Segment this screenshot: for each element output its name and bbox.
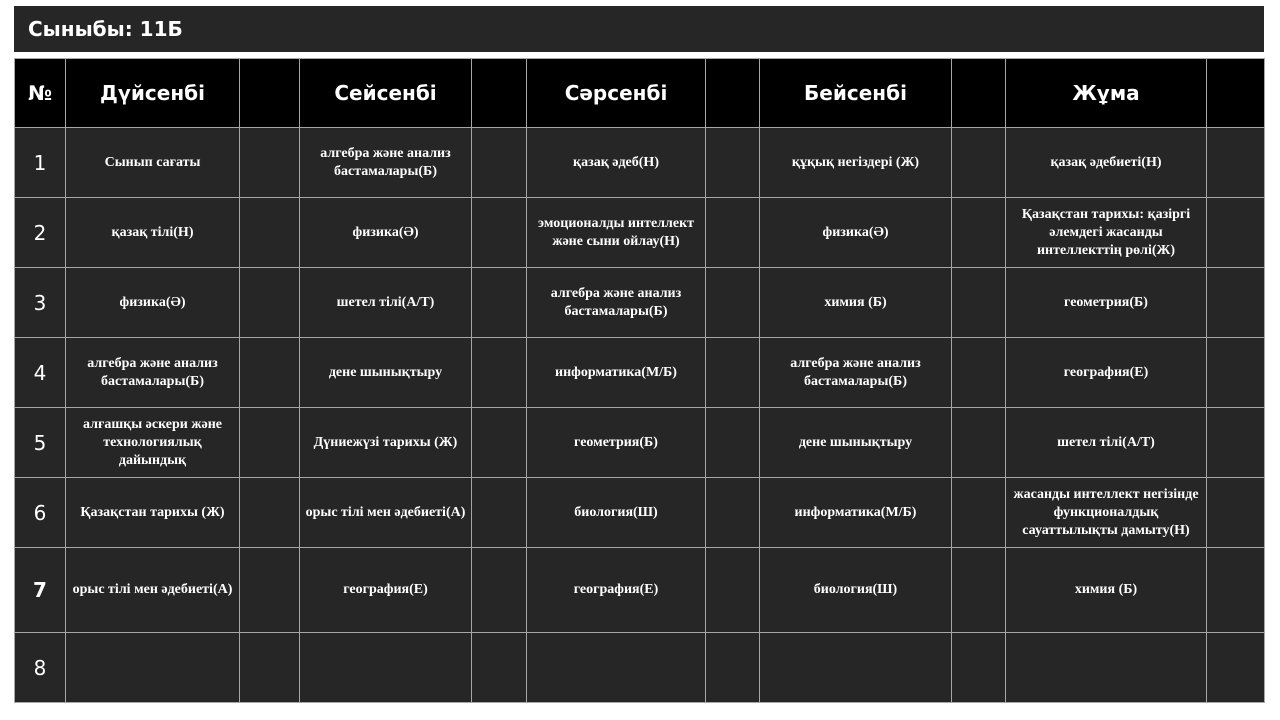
gap-cell	[706, 268, 760, 338]
gap-cell	[706, 633, 760, 703]
gap-cell	[240, 268, 300, 338]
lesson-cell-friday: жасанды интеллект негізінде функционалдық сауаттылықты дамыту(Н)	[1006, 478, 1207, 548]
gap-cell	[706, 128, 760, 198]
lesson-cell-tuesday: орыс тілі мен әдебиеті(А)	[300, 478, 472, 548]
lesson-cell-wednesday: география(Е)	[527, 548, 706, 633]
gap-cell	[240, 59, 300, 128]
lesson-cell-wednesday: биология(Ш)	[527, 478, 706, 548]
table-row	[15, 548, 1265, 633]
lesson-number: 7	[15, 548, 66, 633]
day-header-friday: Жұма	[1006, 59, 1207, 128]
gap-cell	[952, 548, 1006, 633]
gap-cell	[952, 408, 1006, 478]
lesson-cell-friday: шетел тілі(А/Т)	[1006, 408, 1207, 478]
table-row	[15, 338, 1265, 408]
table-row	[15, 633, 1265, 703]
lesson-number: 5	[15, 408, 66, 478]
gap-cell	[472, 128, 527, 198]
gap-cell	[472, 478, 527, 548]
lesson-cell-wednesday: эмоционалды интеллект және сыни ойлау(Н)	[527, 198, 706, 268]
gap-cell	[240, 548, 300, 633]
lesson-cell-monday: Қазақстан тарихы (Ж)	[66, 478, 240, 548]
lesson-cell-tuesday: шетел тілі(А/Т)	[300, 268, 472, 338]
schedule-table	[14, 58, 1265, 703]
gap-cell	[1207, 59, 1265, 128]
lesson-cell-monday: физика(Ә)	[66, 268, 240, 338]
gap-cell	[1207, 408, 1265, 478]
lesson-cell-thursday: дене шынықтыру	[760, 408, 952, 478]
lesson-cell-thursday: алгебра және анализ бастамалары(Б)	[760, 338, 952, 408]
day-header-wednesday: Сәрсенбі	[527, 59, 706, 128]
gap-cell	[1207, 338, 1265, 408]
gap-cell	[706, 198, 760, 268]
day-header-thursday: Бейсенбі	[760, 59, 952, 128]
lesson-cell-tuesday: физика(Ә)	[300, 198, 472, 268]
lesson-cell-wednesday: алгебра және анализ бастамалары(Б)	[527, 268, 706, 338]
gap-cell	[240, 478, 300, 548]
lesson-cell-tuesday: география(Е)	[300, 548, 472, 633]
table-row	[15, 268, 1265, 338]
lesson-number: 8	[15, 633, 66, 703]
gap-cell	[1207, 548, 1265, 633]
gap-cell	[952, 59, 1006, 128]
lesson-cell-tuesday: дене шынықтыру	[300, 338, 472, 408]
gap-cell	[952, 478, 1006, 548]
lesson-cell-friday: химия (Б)	[1006, 548, 1207, 633]
lesson-cell-monday: орыс тілі мен әдебиеті(А)	[66, 548, 240, 633]
lesson-number: 2	[15, 198, 66, 268]
table-row	[15, 198, 1265, 268]
gap-cell	[472, 408, 527, 478]
gap-cell	[952, 268, 1006, 338]
gap-cell	[706, 548, 760, 633]
header-row	[15, 59, 1265, 128]
gap-cell	[706, 59, 760, 128]
gap-cell	[952, 633, 1006, 703]
lesson-cell-friday: Қазақстан тарихы: қазіргі әлемдегі жасанды интеллекттің рөлі(Ж)	[1006, 198, 1207, 268]
gap-cell	[240, 633, 300, 703]
gap-cell	[952, 128, 1006, 198]
gap-cell	[472, 198, 527, 268]
gap-cell	[472, 633, 527, 703]
gap-cell	[472, 548, 527, 633]
gap-cell	[1207, 198, 1265, 268]
gap-cell	[706, 478, 760, 548]
lesson-cell-thursday: информатика(М/Б)	[760, 478, 952, 548]
lesson-cell-tuesday	[300, 633, 472, 703]
gap-cell	[1207, 268, 1265, 338]
lesson-cell-monday	[66, 633, 240, 703]
lesson-cell-wednesday: информатика(М/Б)	[527, 338, 706, 408]
lesson-cell-friday	[1006, 633, 1207, 703]
lesson-cell-monday: алғашқы әскери және технологиялық дайындық	[66, 408, 240, 478]
gap-cell	[240, 198, 300, 268]
gap-cell	[952, 338, 1006, 408]
gap-cell	[472, 338, 527, 408]
day-header-monday: Дүйсенбі	[66, 59, 240, 128]
table-row	[15, 478, 1265, 548]
class-title-bar	[14, 6, 1264, 52]
gap-cell	[472, 268, 527, 338]
table-row	[15, 408, 1265, 478]
lesson-cell-wednesday	[527, 633, 706, 703]
lesson-cell-thursday: биология(Ш)	[760, 548, 952, 633]
gap-cell	[1207, 478, 1265, 548]
lesson-cell-thursday: құқық негіздері (Ж)	[760, 128, 952, 198]
gap-cell	[240, 128, 300, 198]
gap-cell	[952, 198, 1006, 268]
lesson-cell-thursday: химия (Б)	[760, 268, 952, 338]
class-title: Сыныбы: 11Б	[28, 17, 183, 41]
lesson-number: 6	[15, 478, 66, 548]
lesson-cell-monday: қазақ тілі(Н)	[66, 198, 240, 268]
gap-cell	[240, 408, 300, 478]
number-header: №	[15, 59, 66, 128]
lesson-cell-wednesday: қазақ әдеб(Н)	[527, 128, 706, 198]
lesson-number: 1	[15, 128, 66, 198]
lesson-cell-wednesday: геометрия(Б)	[527, 408, 706, 478]
lesson-cell-friday: геометрия(Б)	[1006, 268, 1207, 338]
lesson-number: 3	[15, 268, 66, 338]
gap-cell	[706, 338, 760, 408]
lesson-cell-monday: алгебра және анализ бастамалары(Б)	[66, 338, 240, 408]
gap-cell	[240, 338, 300, 408]
lesson-cell-thursday: физика(Ә)	[760, 198, 952, 268]
table-row	[15, 128, 1265, 198]
gap-cell	[1207, 128, 1265, 198]
gap-cell	[472, 59, 527, 128]
day-header-tuesday: Сейсенбі	[300, 59, 472, 128]
lesson-number: 4	[15, 338, 66, 408]
lesson-cell-monday: Сынып сағаты	[66, 128, 240, 198]
lesson-cell-tuesday: Дүниежүзі тарихы (Ж)	[300, 408, 472, 478]
lesson-cell-friday: қазақ әдебиеті(Н)	[1006, 128, 1207, 198]
gap-cell	[1207, 633, 1265, 703]
lesson-cell-thursday	[760, 633, 952, 703]
lesson-cell-friday: география(Е)	[1006, 338, 1207, 408]
gap-cell	[706, 408, 760, 478]
lesson-cell-tuesday: алгебра және анализ бастамалары(Б)	[300, 128, 472, 198]
